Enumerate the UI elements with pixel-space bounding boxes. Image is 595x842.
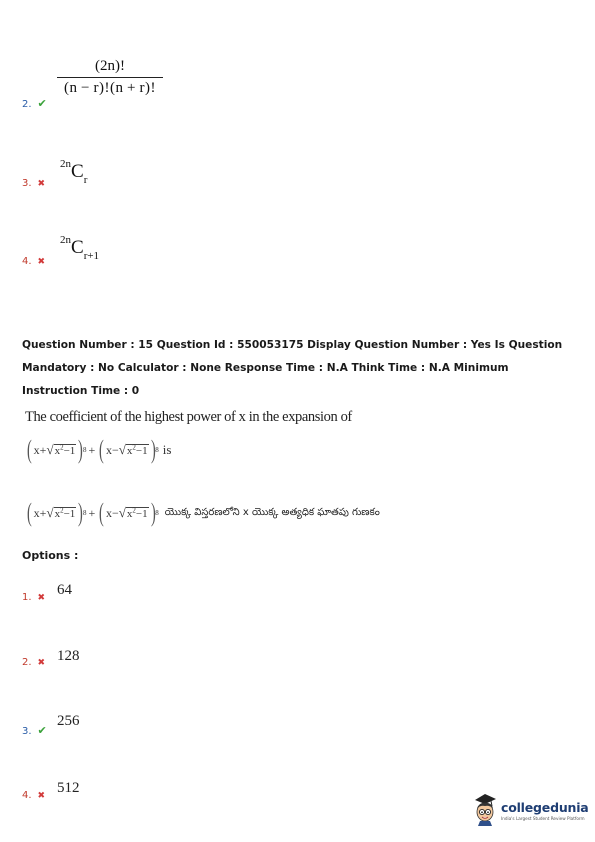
option-number: 4. <box>22 790 32 801</box>
sqrt-term: $√x^2-1$ <box>46 505 76 520</box>
cross-icon: ✖ <box>37 179 46 189</box>
check-icon: ✔ <box>37 724 47 737</box>
sqrt-term: $√x^2-1$ <box>118 505 148 520</box>
prev-option-3 <box>22 178 45 189</box>
collegedunia-logo <box>472 793 589 827</box>
plus-sign: + <box>88 442 96 457</box>
expr-x-plus: x+ <box>33 505 47 520</box>
prev-option-3-expression <box>60 158 87 186</box>
logo-name: collegedunia <box>501 799 589 815</box>
option-2-value: 128 <box>57 648 80 664</box>
exponent: 8 <box>155 509 159 517</box>
option-2 <box>22 657 45 668</box>
option-number: 2. <box>22 657 32 668</box>
exponent: 8 <box>82 509 87 517</box>
options-label: Options : <box>22 549 79 562</box>
prev-option-4 <box>22 256 45 267</box>
cross-icon: ✖ <box>37 791 46 801</box>
exponent: 8 <box>155 446 159 454</box>
binom-base: C <box>71 237 84 258</box>
fraction-numerator: (2n)! <box>95 58 125 74</box>
option-3 <box>22 724 47 737</box>
option-number: 3. <box>22 726 32 737</box>
check-icon: ✔ <box>37 97 47 110</box>
binom-subscript: r <box>83 174 88 186</box>
question-text-english: The coefficient of the highest power of x in the expansion of <box>25 409 352 425</box>
logo-tagline: India's Largest Student Review Platform <box>501 815 585 821</box>
prev-option-2 <box>22 97 47 110</box>
option-number: 4. <box>22 256 32 267</box>
mascot-icon <box>472 793 498 827</box>
question-metadata: Question Number : 15 Question Id : 550053175 Display Question Number : Yes Is Question Mandatory : No Calculator : None Response Time : N.A Think Time : N.A Minimum Instruction Time : 0 <box>22 339 563 397</box>
binom-superscript: 2n <box>60 234 71 246</box>
prev-option-4-expression <box>60 234 99 262</box>
cross-icon: ✖ <box>37 257 46 267</box>
option-1-value: 64 <box>57 582 72 598</box>
prev-option-2-fraction <box>55 58 165 97</box>
question-expression-telugu: ( x+ $√x^2-1$ ) 8 + ( x− $√x^2-1$ ) 8 యొక్క విస్తరణలోని x యొక్క అత్యధిక ఘాతపు గుణకం <box>26 498 380 527</box>
cross-icon: ✖ <box>37 593 46 603</box>
option-number: 1. <box>22 592 32 603</box>
question-text-telugu: యొక్క విస్తరణలోని x యొక్క అత్యధిక ఘాతపు గుణకం <box>164 507 380 518</box>
expr-x-minus: x− <box>105 505 119 520</box>
cross-icon: ✖ <box>37 658 46 668</box>
sqrt-term: $√x^2-1$ <box>118 442 148 457</box>
question-expression-english: ( x+ $√x^2-1$ ) 8 + ( x− $√x^2-1$ ) 8 is <box>26 435 172 464</box>
is-word: is <box>162 442 172 457</box>
expr-x-minus: x− <box>105 442 119 457</box>
sqrt-term: $√x^2-1$ <box>46 442 76 457</box>
option-4 <box>22 790 45 801</box>
option-4-value: 512 <box>57 780 80 796</box>
option-1 <box>22 592 45 603</box>
binom-subscript: r+1 <box>83 250 100 262</box>
fraction-denominator: (n − r)!(n + r)! <box>64 80 156 96</box>
plus-sign: + <box>88 505 96 520</box>
expr-x-plus: x+ <box>33 442 47 457</box>
exponent: 8 <box>82 446 87 454</box>
option-3-value: 256 <box>57 713 80 729</box>
option-number: 3. <box>22 178 32 189</box>
binom-base: C <box>71 161 84 182</box>
option-number: 2. <box>22 99 32 110</box>
binom-superscript: 2n <box>60 158 71 170</box>
